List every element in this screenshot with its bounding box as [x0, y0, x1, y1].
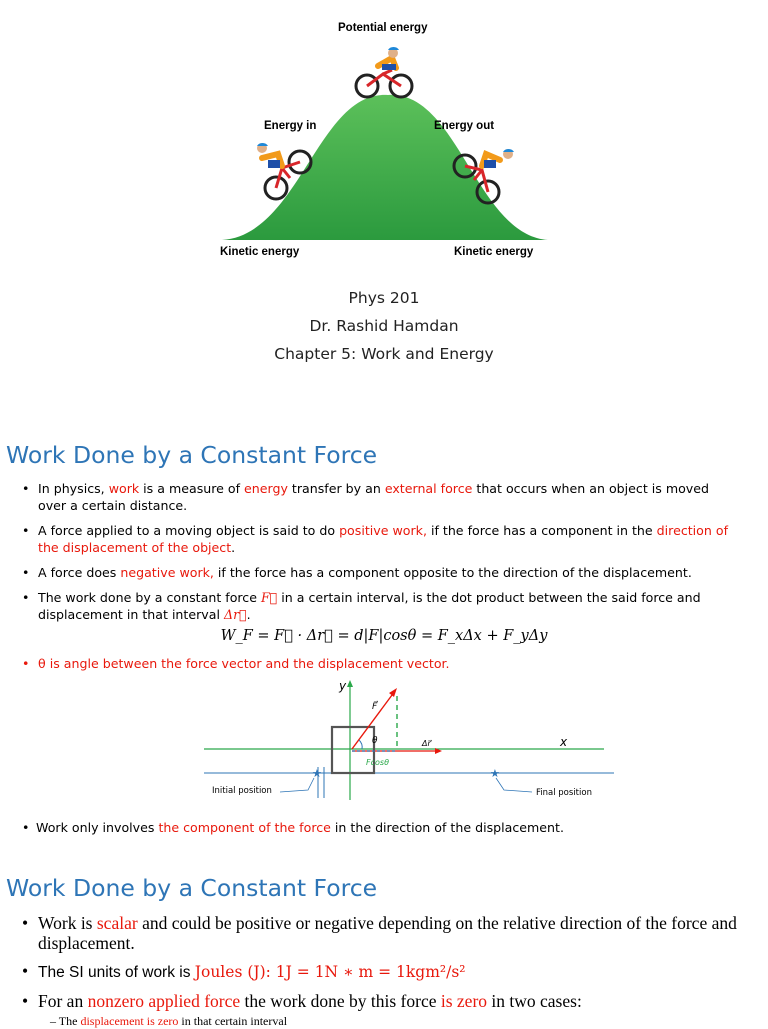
bullet-negative-work: • A force does negative work, if the force has a component opposite to the direction of the displacement.: [22, 564, 734, 581]
bullet-work-scalar: • Work is scalar and could be positive or negative depending on the relative direction of the force and displacement.: [22, 913, 742, 953]
force-displacement-diagram: [200, 676, 620, 806]
chapter-title: Chapter 5: Work and Energy: [274, 345, 494, 363]
bullet-dot-product: • The work done by a constant force F⃗ in a certain interval, is the dot product between the said force and displacement in that interval Δr⃗.: [22, 589, 734, 623]
bullet-component-only: • Work only involves the component of the force in the direction of the displacement.: [22, 820, 564, 835]
initial-leader-line: [280, 778, 314, 792]
sub-bullet-zero-displacement: – The displacement is zero in that certain interval: [50, 1014, 288, 1028]
bullet-positive-work: • A force applied to a moving object is said to do positive work, if the force has a component in the direction of the displacement of the object.: [22, 522, 734, 556]
force-label: F⃗: [372, 702, 378, 712]
slide2-title: Work Done by a Constant Force: [6, 441, 378, 469]
displacement-label: Δr⃗: [422, 739, 431, 748]
work-formula: W_F = F⃗ · Δr⃗ = d|F|cosθ = F_xΔx + F_yΔy: [220, 628, 548, 644]
bullet-zero-work: • For an nonzero applied force the work done by this force is zero in two cases:: [22, 991, 742, 1011]
fcos-label: Fcosθ: [366, 758, 389, 767]
slide3-title: Work Done by a Constant Force: [6, 874, 378, 902]
bullet-si-units: • The SI units of work is Joules (J): 1J = 1N ∗ m = 1kgm²/s²: [22, 961, 742, 983]
force-arrowhead-icon: [389, 688, 397, 697]
title-slide: [0, 0, 768, 405]
cyclist-top-icon: [356, 47, 412, 97]
initial-position-label: Initial position: [212, 786, 272, 796]
theta-label: θ: [372, 736, 378, 746]
energy-in-label: Energy in: [264, 120, 317, 132]
energy-out-label: Energy out: [434, 120, 495, 132]
instructor-name: Dr. Rashid Hamdan: [309, 317, 459, 335]
course-code: Phys 201: [348, 289, 420, 307]
star-final-icon: ★: [490, 767, 500, 780]
y-axis-label: y: [339, 679, 347, 693]
y-axis-arrow-icon: [347, 680, 353, 687]
slide2-bullets: [22, 480, 734, 631]
x-axis-label: x: [560, 735, 568, 749]
kinetic-energy-right-label: Kinetic energy: [454, 246, 534, 258]
final-leader-line: [496, 778, 532, 792]
potential-energy-label: Potential energy: [338, 22, 428, 34]
slide3-bullets: [22, 913, 742, 1019]
kinetic-energy-left-label: Kinetic energy: [220, 246, 300, 258]
final-position-label: Final position: [536, 788, 592, 798]
energy-hill-illustration: [0, 0, 768, 280]
bullet-theta-definition: • θ is angle between the force vector and the displacement vector.: [22, 656, 450, 671]
theta-arc: [359, 740, 362, 749]
bullet-work-definition: • In physics, work is a measure of energy transfer by an external force that occurs when an object is moved over a certain distance.: [22, 480, 734, 514]
star-initial-icon: ★: [312, 767, 322, 780]
